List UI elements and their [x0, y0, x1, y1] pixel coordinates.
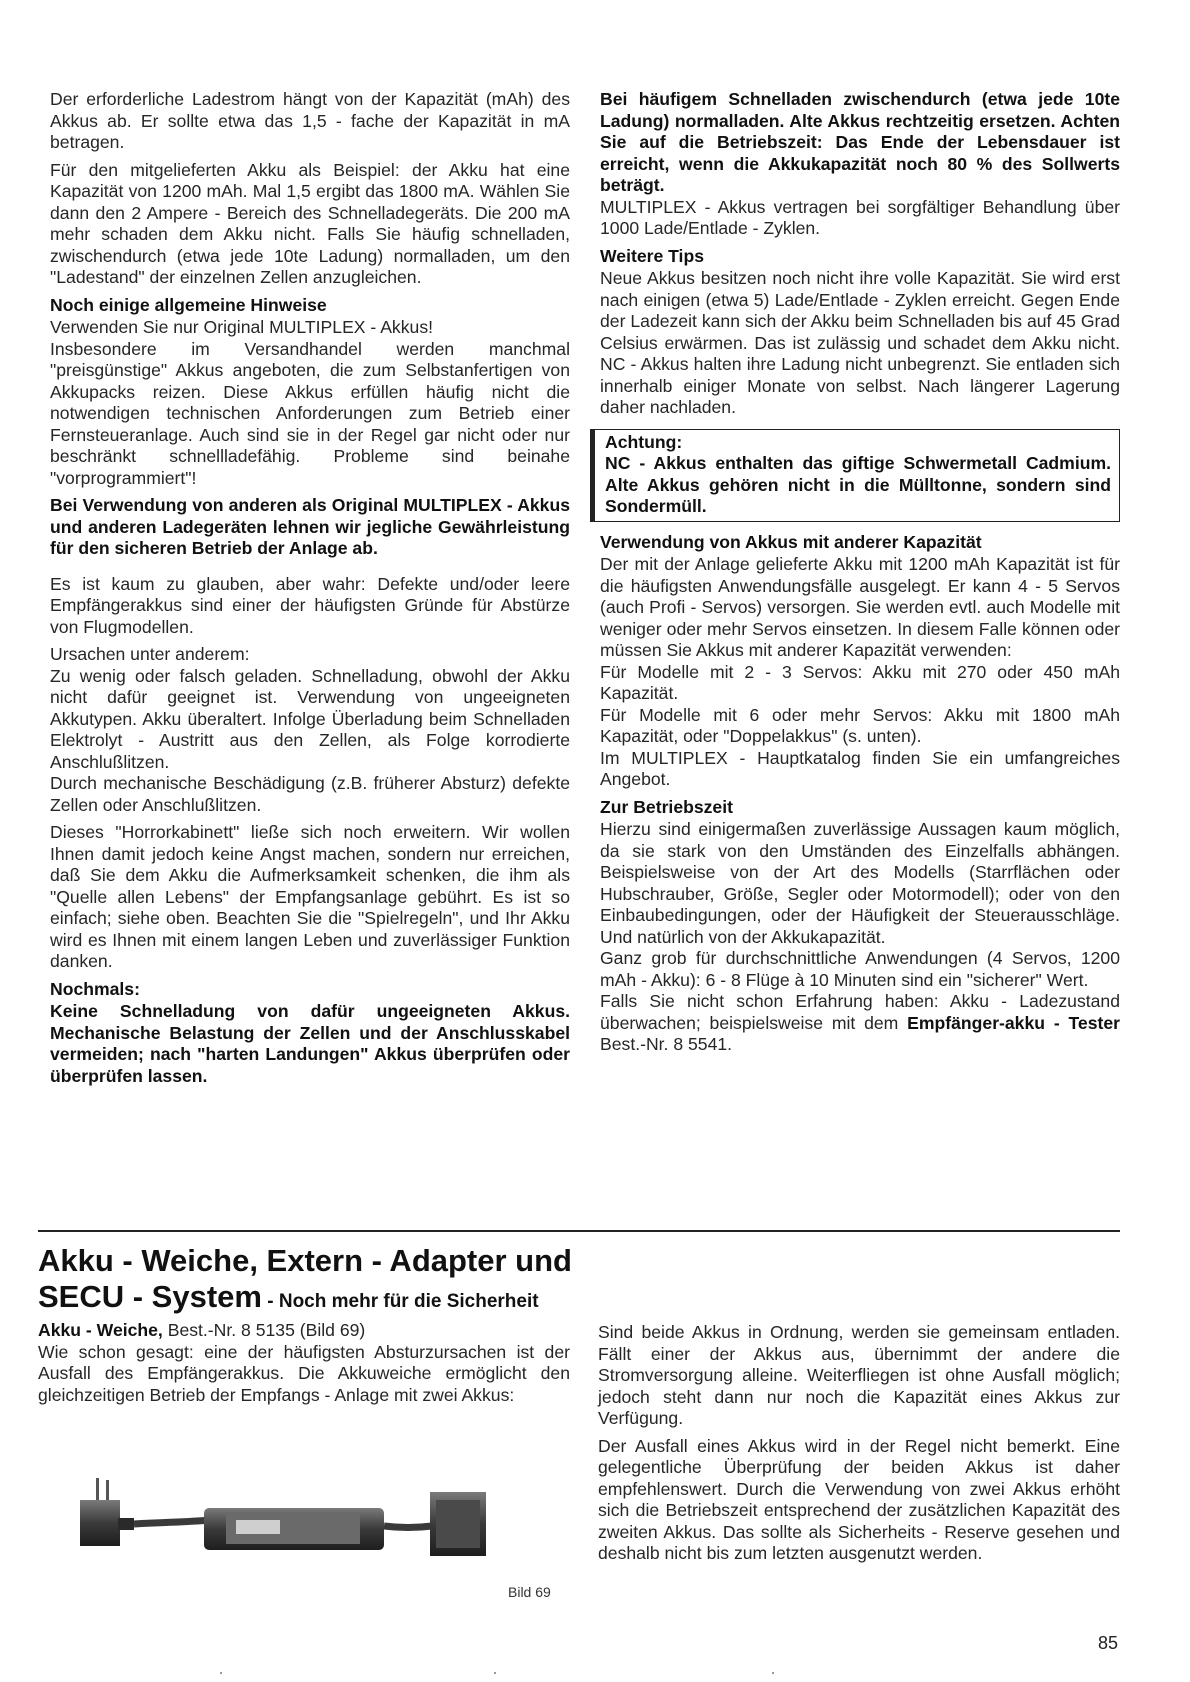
paragraph-fluege: Ganz grob für durchschnittliche Anwendungen (4 Servos, 1200 mAh - Akku): 6 - 8 Flüge à 10 Minuten sind ein "sicherer" Wert.	[600, 948, 1120, 990]
paragraph-ursachen-liste: Zu wenig oder falsch geladen. Schnelladung, obwohl der Akku nicht dafür geeignet ist. Verwendung von ungeeigneten Akkutypen. Akku überaltert. Infolge Überladung beim Schnelladen Elektrolyt - Austritt aus den Zellen, als Folge korrodierte Anschlußlitzen.	[50, 665, 570, 772]
section-subtitle: - Noch mehr für die Sicherheit	[261, 1291, 539, 1312]
paragraph-akku-weiche-ref	[38, 1320, 570, 1342]
paragraph-hauptkatalog: Im MULTIPLEX - Hauptkatalog finden Sie ein umfangreiches Angebot.	[600, 747, 1120, 789]
paragraph-defekte-akkus: Es ist kaum zu glauben, aber wahr: Defekte und/oder leere Empfängerakkus sind einer der häufigsten Gründe für Abstürze von Flugmodellen.	[50, 573, 570, 637]
bottom-left-column	[38, 1320, 570, 1412]
paragraph-gewaehrleistung: Bei Verwendung von anderen als Original MULTIPLEX - Akkus und anderen Ladegeräten lehnen wir jegliche Gewährleistung für den sicheren Betrieb der Anlage ab.	[50, 495, 570, 558]
warning-text: NC - Akkus enthalten das giftige Schwermetall Cadmium. Alte Akkus gehören nicht in die Mülltonne, sondern sind Sondermüll.	[605, 453, 1111, 516]
cable-right	[384, 1526, 432, 1528]
paragraph-beide-akkus: Sind beide Akkus in Ordnung, werden sie gemeinsam entladen. Fällt einer der Akkus aus, übernimmt der andere die Stromversorgung alleine. Weiterfliegen ist ohne Ausfall möglich; jedoch steht dann nur noch die Kapazität eines Akkus zur Verfügung.	[598, 1322, 1120, 1428]
right-column	[600, 89, 1120, 1062]
paragraph-mechanische-beschaedigung: Durch mechanische Beschädigung (z.B. früherer Absturz) defekte Zellen oder Anschlußlitzen.	[50, 773, 570, 815]
paragraph-versandhandel: Insbesondere im Versandhandel werden manchmal "preisgünstige" Akkus angeboten, die zum Selbstanfertigen von Akkupacks reizen. Diese Akkus erfüllen häufig nicht die notwendigen technischen Anforderungen zum Betrieb einer Fernsteueranlage. Auch sind sie in der Regel gar nicht oder nur beschränkt schnellladefähig. Probleme sind beinahe "vorprogrammiert"!	[50, 338, 570, 488]
section-title-line1: Akku - Weiche, Extern - Adapter und	[38, 1243, 572, 1278]
left-column	[50, 89, 570, 1093]
paragraph-lade-zyklen: MULTIPLEX - Akkus vertragen bei sorgfältiger Behandlung über 1000 Lade/Entlade - Zyklen.	[600, 196, 1120, 238]
section-title	[38, 1243, 1120, 1315]
scan-mark	[220, 1672, 222, 1674]
figure-caption: Bild 69	[508, 1584, 551, 1600]
scan-mark	[772, 1672, 774, 1674]
section-title-line2: SECU - System	[38, 1279, 262, 1314]
connector-left	[80, 1478, 134, 1546]
paragraph-gelieferter-akku: Der mit der Anlage gelieferte Akku mit 1200 mAh Kapazität ist für die häufigsten Anwendungsfälle ausgelegt. Er kann 4 - 5 Servos (auch Profi - Servos) versorgen. Sie werden evtl. auch Modelle mit weniger oder mehr Servos einsetzen. In diesem Falle können oder müssen Sie Akkus mit anderer Kapazität verwenden:	[600, 554, 1120, 660]
paragraph-ursachen: Ursachen unter anderem:	[50, 644, 250, 664]
akku-weiche-ref: Best.-Nr. 8 5135 (Bild 69)	[162, 1320, 366, 1340]
ladezustand-ref: Best.-Nr. 8 5541.	[600, 1034, 733, 1054]
connector-right	[430, 1492, 486, 1556]
paragraph-ladezustand	[600, 991, 1120, 1056]
heading-nochmals: Nochmals:	[50, 978, 140, 999]
akku-weiche-label: Akku - Weiche,	[38, 1320, 163, 1340]
page-number: 85	[1098, 1633, 1119, 1653]
paragraph-aussagen: Hierzu sind einigermaßen zuverlässige Aussagen kaum möglich, da sie stark von den Umständen des Einzelfalls abhängen. Beispielsweise von der Art des Modells (Starrflächen oder Hubschrauber, Größe, Segler oder Motormodell); oder von den Einbaubedingungen, oder der Häufigkeit der Steuerausschläge. Und natürlich von der Akkukapazität.	[600, 819, 1120, 947]
paragraph-akkuweiche-intro: Wie schon gesagt: eine der häufigsten Absturzursachen ist der Ausfall des Empfängerakkus. Die Akkuweiche ermöglicht den gleichzeitigen Betrieb der Empfangs - Anlage mit zwei Akkus:	[38, 1341, 570, 1405]
scan-mark	[494, 1672, 496, 1674]
bottom-right-column	[598, 1322, 1120, 1571]
heading-weitere-tips: Weitere Tips	[600, 245, 704, 266]
switch-box	[204, 1508, 384, 1550]
heading-allgemeine-hinweise: Noch einige allgemeine Hinweise	[50, 294, 327, 315]
paragraph-2-3-servos: Für Modelle mit 2 - 3 Servos: Akku mit 270 oder 450 mAh Kapazität.	[600, 661, 1120, 703]
paragraph-ausfall: Der Ausfall eines Akkus wird in der Regel nicht bemerkt. Eine gelegentliche Überprüfung der beiden Akkus ist daher empfehlenswert. Durch die Verwendung von zwei Akkus erhöht sich die Betriebszeit entsprechend der zusätzlichen Kapazität des zweiten Akkus. Das sollte als Sicherheits - Reserve gesehen und deshalb nicht bis zum letzten ausgenutzt werden.	[598, 1435, 1120, 1563]
heading-andere-kapazitaet: Verwendung von Akkus mit anderer Kapazität	[600, 531, 982, 552]
paragraph-horrorkabinett: Dieses "Horrorkabinett" ließe sich noch erweitern. Wir wollen Ihnen damit jedoch keine Angst machen, sondern nur erreichen, daß Sie dem Akku die Aufmerksamkeit schenken, die ihm als "Quelle allen Lebens" der Empfangsanlage gebührt. Es ist so einfach; siehe oben. Beachten Sie die "Spielregeln", und Ihr Akku wird es Ihnen mit einem langen Leben und zuverlässiger Funktion danken.	[50, 822, 570, 971]
paragraph-ladestrom: Der erforderliche Ladestrom hängt von der Kapazität (mAh) des Akkus ab. Er sollte etwa das 1,5 - fache der Kapazität in mA betragen.	[50, 89, 570, 152]
paragraph-schnelladen-hinweis: Bei häufigem Schnelladen zwischendurch (etwa jede 10te Ladung) normalladen. Alte Akkus rechtzeitig ersetzen. Achten Sie auf die Betriebszeit: Das Ende der Lebensdauer ist erreicht, wenn die Akkukapazität noch 80 % des Sollwerts beträgt.	[600, 89, 1120, 195]
cable-left	[134, 1520, 210, 1524]
paragraph-6-servos: Für Modelle mit 6 oder mehr Servos: Akku mit 1800 mAh Kapazität, oder "Doppelakkus" (s. unten).	[600, 704, 1120, 746]
paragraph-original-akkus: Verwenden Sie nur Original MULTIPLEX - Akkus!	[50, 317, 433, 337]
paragraph-neue-akkus: Neue Akkus besitzen noch nicht ihre volle Kapazität. Sie wird erst nach einigen (etwa 5) Lade/Entlade - Zyklen erreicht. Gegen Ende der Ladezeit kann sich der Akku beim Schnelladen bis auf 45 Grad Celsius erwärmen. Das ist zulässig und schadet dem Akku nicht. NC - Akkus halten ihre Ladung nicht unbegrenzt. Sie entladen sich innerhalb einiger Monate von selbst. Nach längerer Lagerung daher nachladen.	[600, 268, 1120, 417]
warning-box	[590, 429, 1120, 522]
heading-betriebszeit: Zur Betriebszeit	[600, 796, 733, 817]
akku-weiche-photo	[80, 1478, 530, 1580]
ladezustand-text: Falls Sie nicht schon Erfahrung haben: Akku - Ladezustand überwachen; beispielsweise mit dem	[600, 991, 1120, 1033]
warning-title: Achtung:	[605, 431, 683, 452]
paragraph-nochmals-bold: Keine Schnelladung von dafür ungeeigneten Akkus. Mechanische Belastung der Zellen und der Anschlusskabel vermeiden; nach "harten Landungen" Akkus überprüfen oder überprüfen lassen.	[50, 1001, 570, 1086]
ladezustand-product: Empfänger-akku - Tester	[907, 1012, 1120, 1033]
section-divider	[38, 1230, 1120, 1232]
paragraph-beispiel: Für den mitgelieferten Akku als Beispiel: der Akku hat eine Kapazität von 1200 mAh. Mal 1,5 ergibt das 1800 mA. Wählen Sie dann den 2 Ampere - Bereich des Schnelladegeräts. Die 200 mA mehr schaden dem Akku nicht. Falls Sie häufig schnelladen, zwischendurch (etwa jede 10te Ladung) normalladen, um den "Ladestand" der einzelnen Zellen anzugleichen.	[50, 159, 570, 287]
